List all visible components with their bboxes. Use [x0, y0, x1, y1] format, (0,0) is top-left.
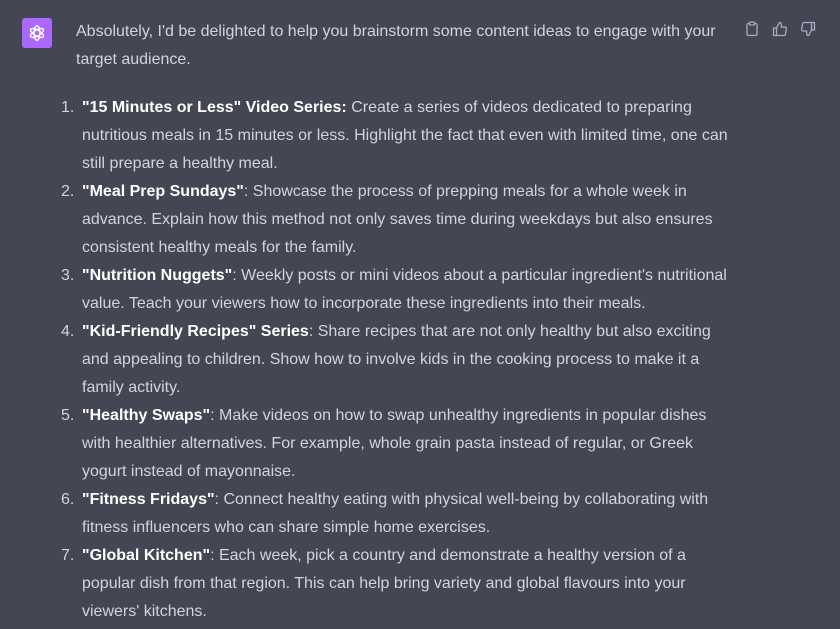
list-item-text: : Weekly posts or mini videos about a particular ingredient's nutritional value. Teach your viewers how to incorporate these ingredients into their meals. — [82, 267, 727, 312]
list-item-title: "Nutrition Nuggets" — [82, 267, 233, 284]
list-item-number: 7. — [61, 547, 75, 564]
thumbs-down-button[interactable] — [800, 21, 816, 37]
list-item-title: "15 Minutes or Less" Video Series: — [82, 99, 347, 116]
clipboard-icon — [744, 21, 760, 37]
message-intro: Absolutely, I'd be delighted to help you brainstorm some content ideas to engage with your target audience. — [76, 23, 716, 68]
list-item — [61, 318, 736, 402]
list-item-title: "Fitness Fridays" — [82, 491, 215, 508]
list-item-text: : Share recipes that are not only healthy but also exciting and appealing to children. Show how to involve kids in the cooking process to make it a family activity. — [82, 323, 711, 396]
list-item — [61, 402, 736, 486]
list-item — [61, 542, 736, 626]
message-content — [61, 18, 736, 626]
list-item-text: Create a series of videos dedicated to preparing nutritious meals in 15 minutes or less. Highlight the fact that even with limited time, one can still prepare a healthy meal. — [82, 99, 728, 172]
ideas-list — [61, 94, 736, 626]
list-item-title: "Healthy Swaps" — [82, 407, 211, 424]
list-item-number: 4. — [61, 323, 75, 340]
list-item-title: "Global Kitchen" — [82, 547, 211, 564]
list-item-number: 6. — [61, 491, 75, 508]
list-item — [61, 486, 736, 542]
assistant-avatar — [22, 18, 52, 48]
list-item-title: "Kid-Friendly Recipes" Series — [82, 323, 309, 340]
openai-logo-icon — [26, 22, 48, 44]
list-item-title: "Meal Prep Sundays" — [82, 183, 244, 200]
list-item-number: 5. — [61, 407, 75, 424]
list-item — [61, 262, 736, 318]
thumbs-down-icon — [800, 21, 816, 37]
list-item — [61, 94, 736, 178]
thumbs-up-button[interactable] — [772, 21, 788, 37]
thumbs-up-icon — [772, 21, 788, 37]
list-item-number: 3. — [61, 267, 75, 284]
list-item — [61, 178, 736, 262]
list-item-text: : Each week, pick a country and demonstrate a healthy version of a popular dish from that region. This can help bring variety and global flavours into your viewers' kitchens. — [82, 547, 686, 620]
list-item-text: : Connect healthy eating with physical well-being by collaborating with fitness influencers who can share simple home exercises. — [82, 491, 709, 536]
list-item-text: : Showcase the process of prepping meals for a whole week in advance. Explain how this method not only saves time during weekdays but also ensures consistent healthy meals for the family. — [82, 183, 713, 256]
list-item-number: 1. — [61, 99, 75, 116]
list-item-text: : Make videos on how to swap unhealthy ingredients in popular dishes with healthier alternatives. For example, whole grain pasta instead of regular, or Greek yogurt instead of mayonnaise. — [82, 407, 707, 480]
message-actions — [744, 21, 816, 37]
copy-button[interactable] — [744, 21, 760, 37]
list-item-number: 2. — [61, 183, 75, 200]
